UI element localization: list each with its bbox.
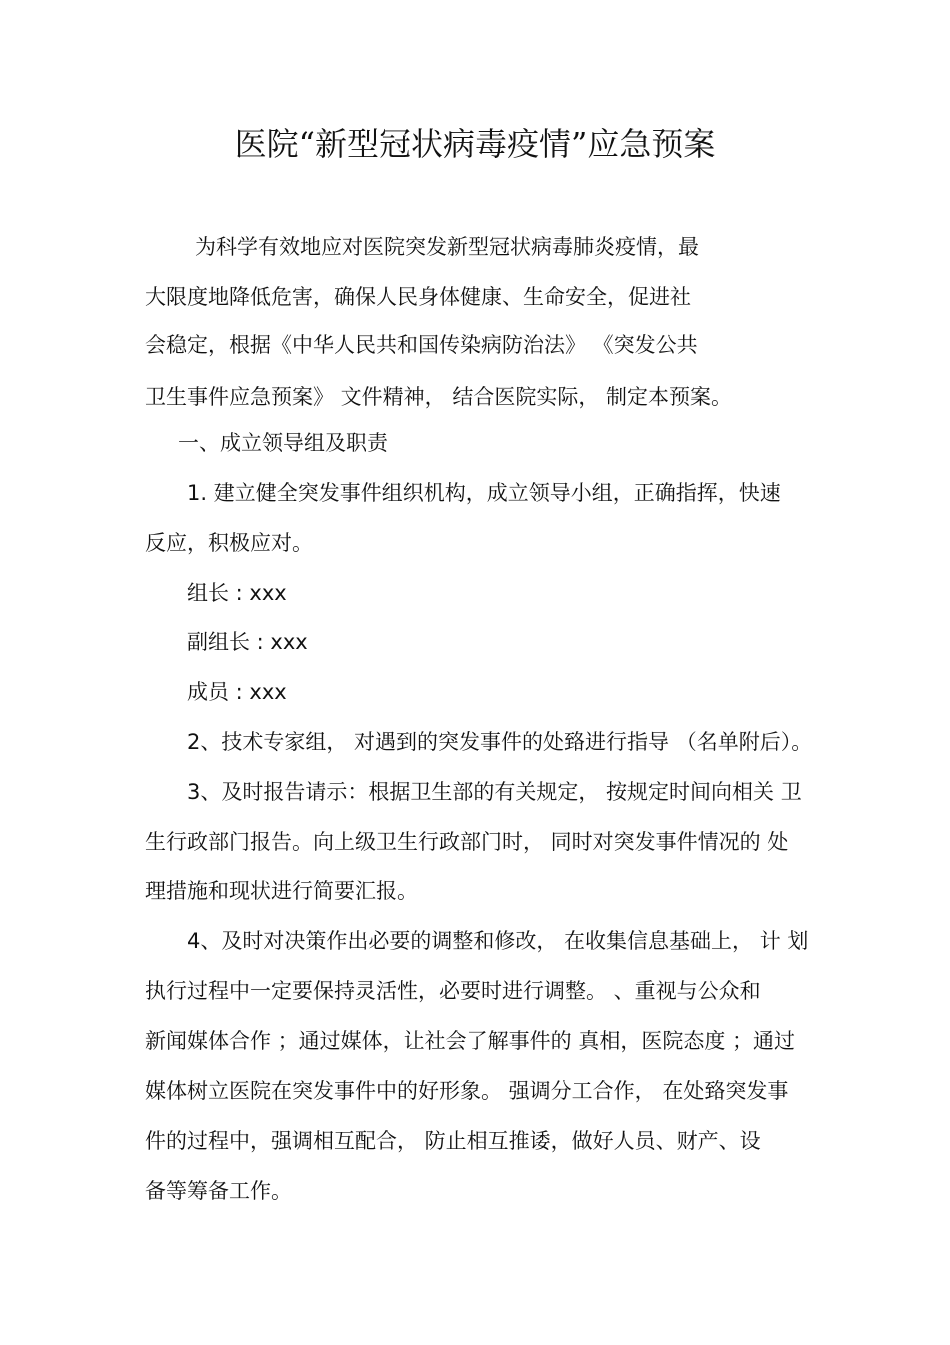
paragraph-line: 备等筹备工作。 xyxy=(145,1179,292,1203)
paragraph-line: 件的过程中，强调相互配合， 防止相互推诿，做好人员、财产、设 xyxy=(145,1129,761,1153)
paragraph-line: 为科学有效地应对医院突发新型冠状病毒肺炎疫情，最 xyxy=(195,235,699,259)
paragraph-line: 卫生事件应急预案》 文件精神， 结合医院实际， 制定本预案。 xyxy=(145,385,733,409)
list-item: 组长 : xxx xyxy=(187,581,287,605)
list-item: 成员 : xxx xyxy=(187,680,287,704)
paragraph-line: 会稳定，根据《中华人民共和国传染病防治法》 《突发公共 xyxy=(145,333,698,357)
paragraph-line: 生行政部门报告。向上级卫生行政部门时， 同时对突发事件情况的 处 xyxy=(145,830,789,854)
paragraph-line: 反应，积极应对。 xyxy=(145,531,313,555)
paragraph-line: 2、技术专家组， 对遇到的突发事件的处臵进行指导 （名单附后）。 xyxy=(187,730,813,754)
list-item: 副组长 : xxx xyxy=(187,630,308,654)
paragraph-line: 3、及时报告请示：根据卫生部的有关规定， 按规定时间向相关 卫 xyxy=(187,780,802,804)
paragraph-line: 大限度地降低危害，确保人民身体健康、生命安全，促进社 xyxy=(145,285,691,309)
paragraph-line: 执行过程中一定要保持灵活性，必要时进行调整。 、重视与公众和 xyxy=(145,979,761,1003)
paragraph-line: 新闻媒体合作 ；通过媒体，让社会了解事件的 真相，医院态度 ；通过 xyxy=(145,1029,796,1053)
paragraph-line: 理措施和现状进行简要汇报。 xyxy=(145,879,418,903)
section-heading: 一、成立领导组及职责 xyxy=(178,431,388,455)
paragraph-line: 媒体树立医院在突发事件中的好形象。 强调分工合作， 在处臵突发事 xyxy=(145,1079,789,1103)
paragraph-line: 1. 建立健全突发事件组织机构，成立领导小组，正确指挥，快速 xyxy=(187,481,781,505)
page-title: 医院“新型冠状病毒疫情”应急预案 xyxy=(234,125,716,163)
paragraph-line: 4、及时对决策作出必要的调整和修改， 在收集信息基础上， 计 划 xyxy=(187,929,809,953)
